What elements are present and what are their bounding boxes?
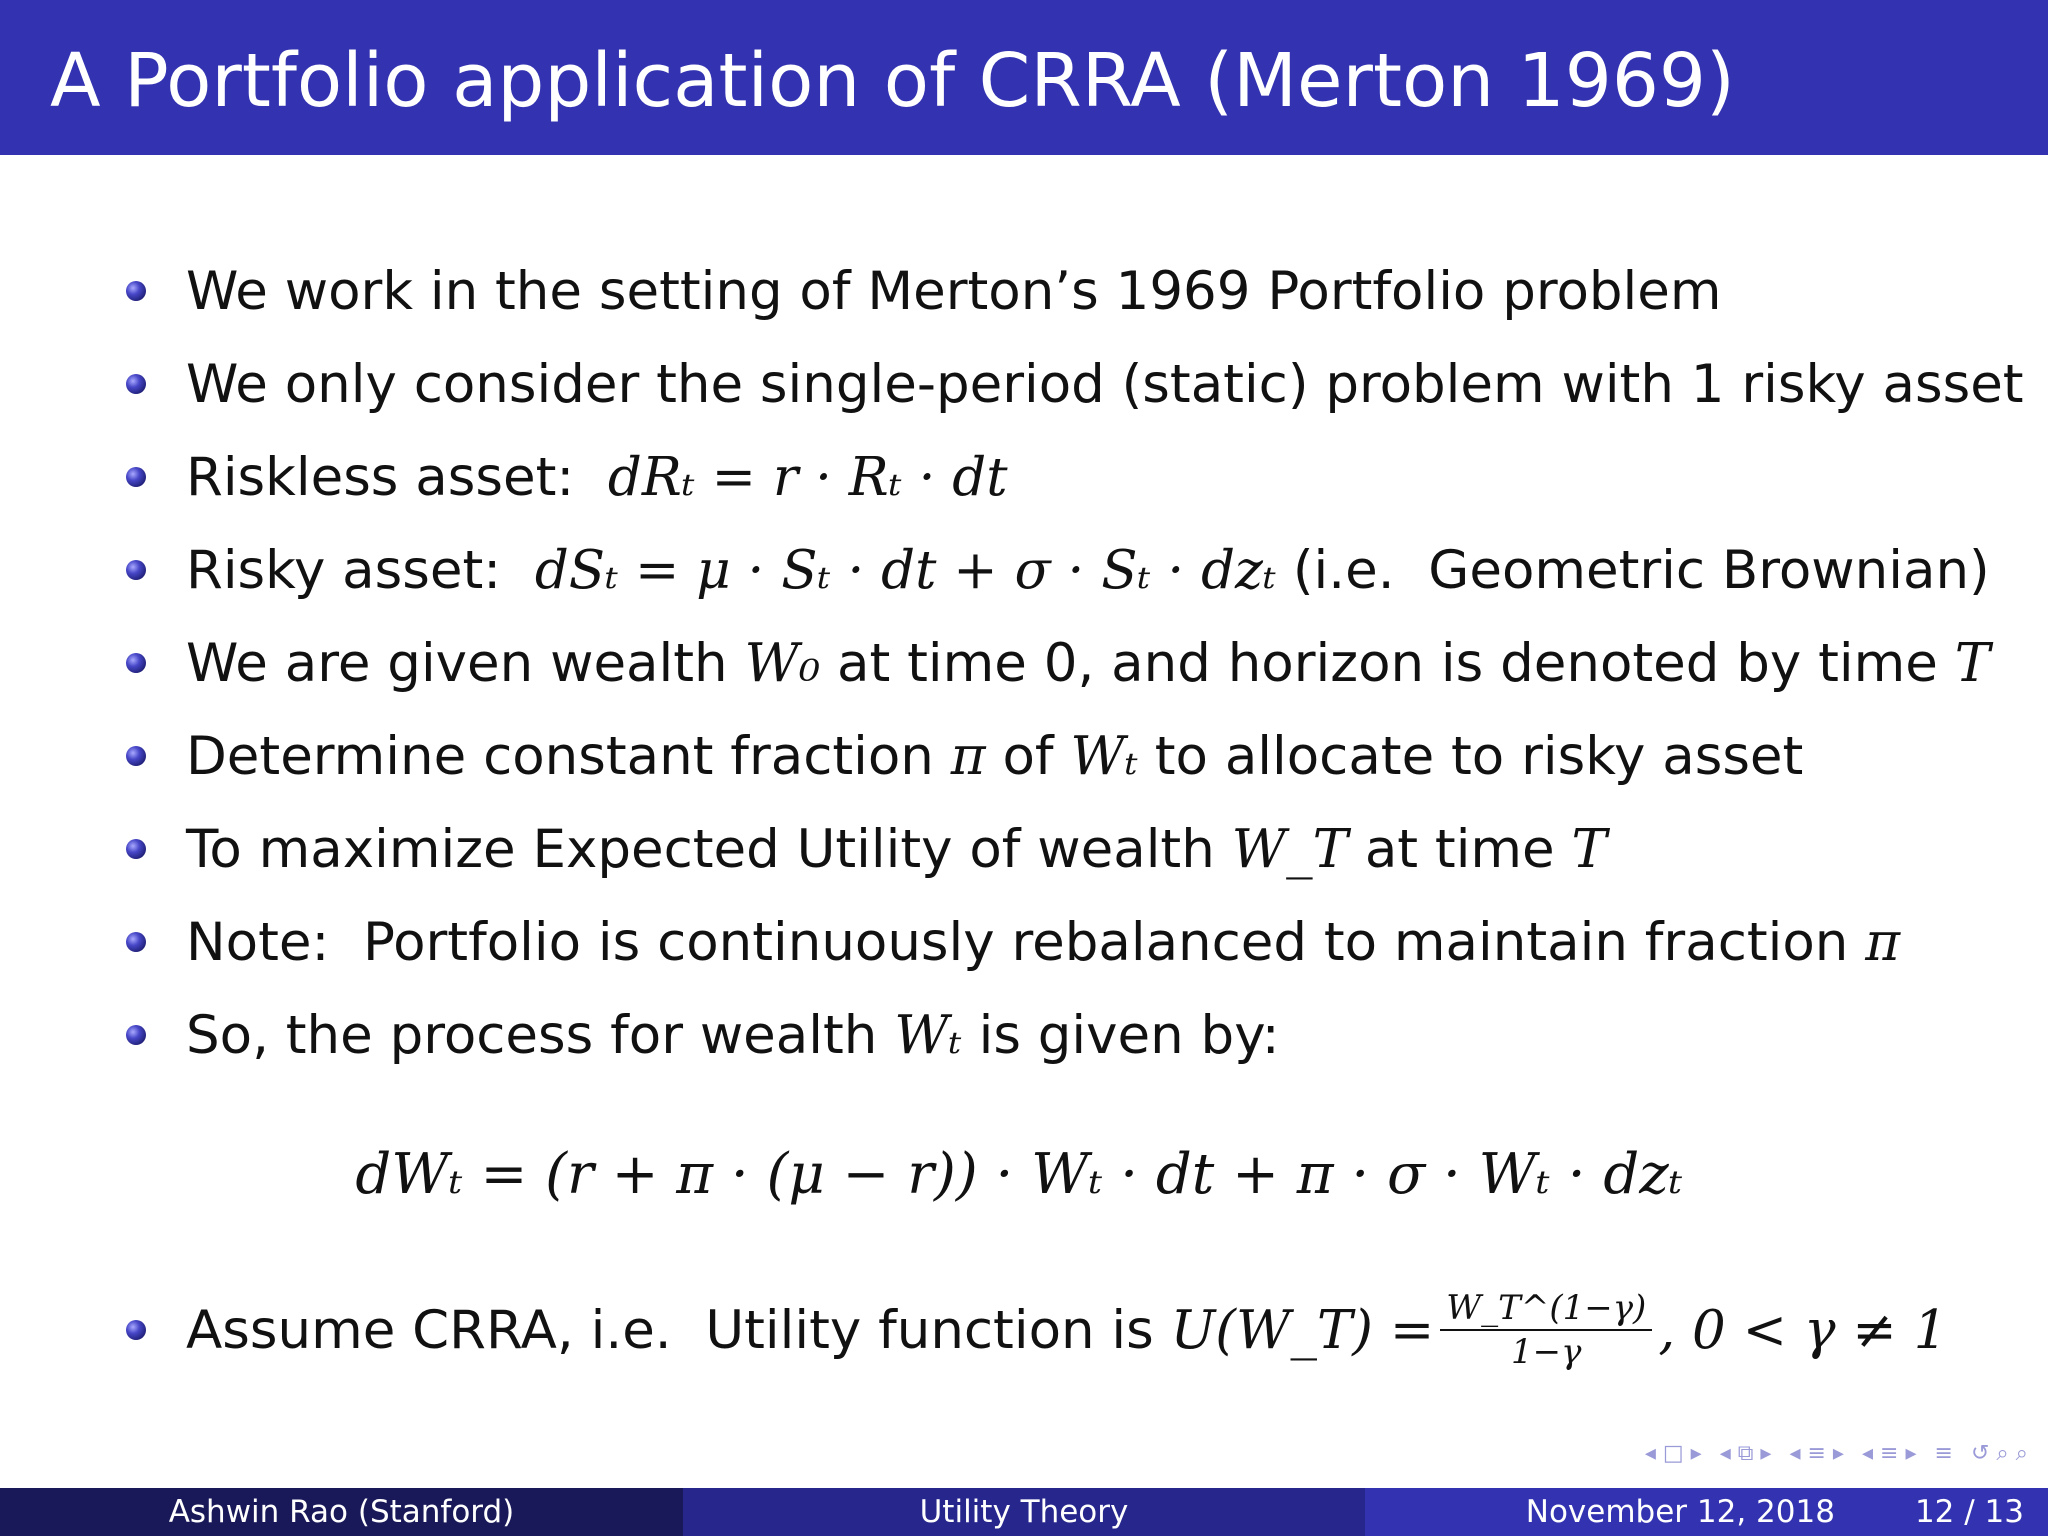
bullet-text: Assume CRRA, i.e. Utility function is bbox=[186, 1299, 1171, 1361]
list-item bbox=[126, 907, 1900, 977]
bullet-icon bbox=[126, 746, 146, 766]
bullet-icon bbox=[126, 374, 146, 394]
title-bar bbox=[0, 0, 2048, 155]
nav-presentation-icon[interactable]: ◂ ≡ ▸ bbox=[1861, 1440, 1917, 1466]
math-expression: T bbox=[1571, 818, 1607, 880]
utility-fraction bbox=[1440, 1289, 1652, 1371]
list-item bbox=[126, 349, 2024, 419]
footer-author-segment bbox=[0, 1488, 683, 1536]
nav-subsection-icon[interactable]: ◂ ⧉ ▸ bbox=[1719, 1440, 1772, 1466]
math-expression: dSₜ = μ · Sₜ · dt + σ · Sₜ · dzₜ bbox=[534, 539, 1277, 601]
bullet-text: So, the process for wealth bbox=[186, 1004, 895, 1066]
footer-date-segment bbox=[1365, 1488, 2048, 1536]
bullet-tail: of bbox=[985, 725, 1071, 787]
math-expression: π bbox=[950, 725, 986, 787]
footer-topic: Utility Theory bbox=[919, 1494, 1129, 1530]
nav-search-icon[interactable]: ↺ ⌕ ⌕ bbox=[1970, 1440, 2028, 1466]
bullet-icon bbox=[126, 1320, 146, 1340]
list-item bbox=[126, 814, 1607, 884]
fraction-numerator: W_T^(1−γ) bbox=[1440, 1289, 1652, 1331]
bullet-text: Determine constant fraction bbox=[186, 725, 951, 787]
footer-bar bbox=[0, 1488, 2048, 1536]
nav-appendix-icon[interactable]: ≡ bbox=[1934, 1440, 1953, 1466]
beamer-navigation bbox=[1645, 1438, 2028, 1468]
bullet-icon bbox=[126, 467, 146, 487]
bullet-text: We only consider the single-period (static) problem with 1 risky asset bbox=[186, 353, 2024, 415]
list-item bbox=[126, 628, 1990, 698]
nav-section-icon[interactable]: ◂ ≡ ▸ bbox=[1789, 1440, 1844, 1466]
math-expression: U(W_T) = bbox=[1170, 1299, 1435, 1361]
math-expression: dRₜ = r · Rₜ · dt bbox=[607, 446, 1008, 508]
list-item bbox=[126, 256, 1722, 326]
display-equation bbox=[0, 1142, 2048, 1222]
math-expression: Wₜ bbox=[894, 1004, 962, 1066]
bullet-text: Note: Portfolio is continuously rebalanced to maintain fraction bbox=[186, 911, 1866, 973]
math-expression: Wₜ bbox=[1070, 725, 1138, 787]
bullet-icon bbox=[126, 839, 146, 859]
footer-page-number: 12 / 13 bbox=[1914, 1494, 2024, 1530]
bullet-text: To maximize Expected Utility of wealth bbox=[186, 818, 1232, 880]
bullet-text: We work in the setting of Merton’s 1969 Portfolio problem bbox=[186, 260, 1722, 322]
bullet-icon bbox=[126, 932, 146, 952]
bullet-icon bbox=[126, 281, 146, 301]
footer-author: Ashwin Rao (Stanford) bbox=[168, 1494, 515, 1530]
math-expression: , 0 < γ ≠ 1 bbox=[1658, 1299, 1948, 1361]
nav-frame-icon[interactable]: ◂ □ ▸ bbox=[1644, 1440, 1702, 1466]
bullet-tail: is given by: bbox=[961, 1004, 1280, 1066]
bullet-tail: at time 0, and horizon is denoted by time bbox=[820, 632, 1955, 694]
math-expression: T bbox=[1954, 632, 1991, 694]
bullet-icon bbox=[126, 1025, 146, 1045]
bullet-tail: (i.e. Geometric Brownian) bbox=[1276, 539, 1990, 601]
footer-date: November 12, 2018 bbox=[1525, 1494, 1835, 1530]
list-item bbox=[126, 721, 1803, 791]
equation-text: dWₜ = (r + π · (μ − r)) · Wₜ · dt + π · σ · Wₜ · dzₜ bbox=[355, 1142, 1683, 1207]
slide-title: A Portfolio application of CRRA (Merton 1969) bbox=[50, 38, 1735, 124]
math-expression: W₀ bbox=[744, 632, 821, 694]
list-item bbox=[126, 1000, 1280, 1070]
bullet-text: Riskless asset: bbox=[186, 446, 608, 508]
list-item bbox=[126, 442, 1008, 512]
fraction-denominator: 1−γ bbox=[1511, 1332, 1582, 1372]
math-expression: W_T bbox=[1231, 818, 1348, 880]
bullet-icon bbox=[126, 653, 146, 673]
bullet-tail: to allocate to risky asset bbox=[1137, 725, 1804, 787]
bullet-text: Risky asset: bbox=[186, 539, 535, 601]
list-item bbox=[126, 1288, 1948, 1372]
bullet-tail: at time bbox=[1347, 818, 1572, 880]
bullet-text: We are given wealth bbox=[186, 632, 745, 694]
math-expression: π bbox=[1865, 911, 1901, 973]
bullet-icon bbox=[126, 560, 146, 580]
footer-topic-segment bbox=[683, 1488, 1365, 1536]
list-item bbox=[126, 535, 1990, 605]
